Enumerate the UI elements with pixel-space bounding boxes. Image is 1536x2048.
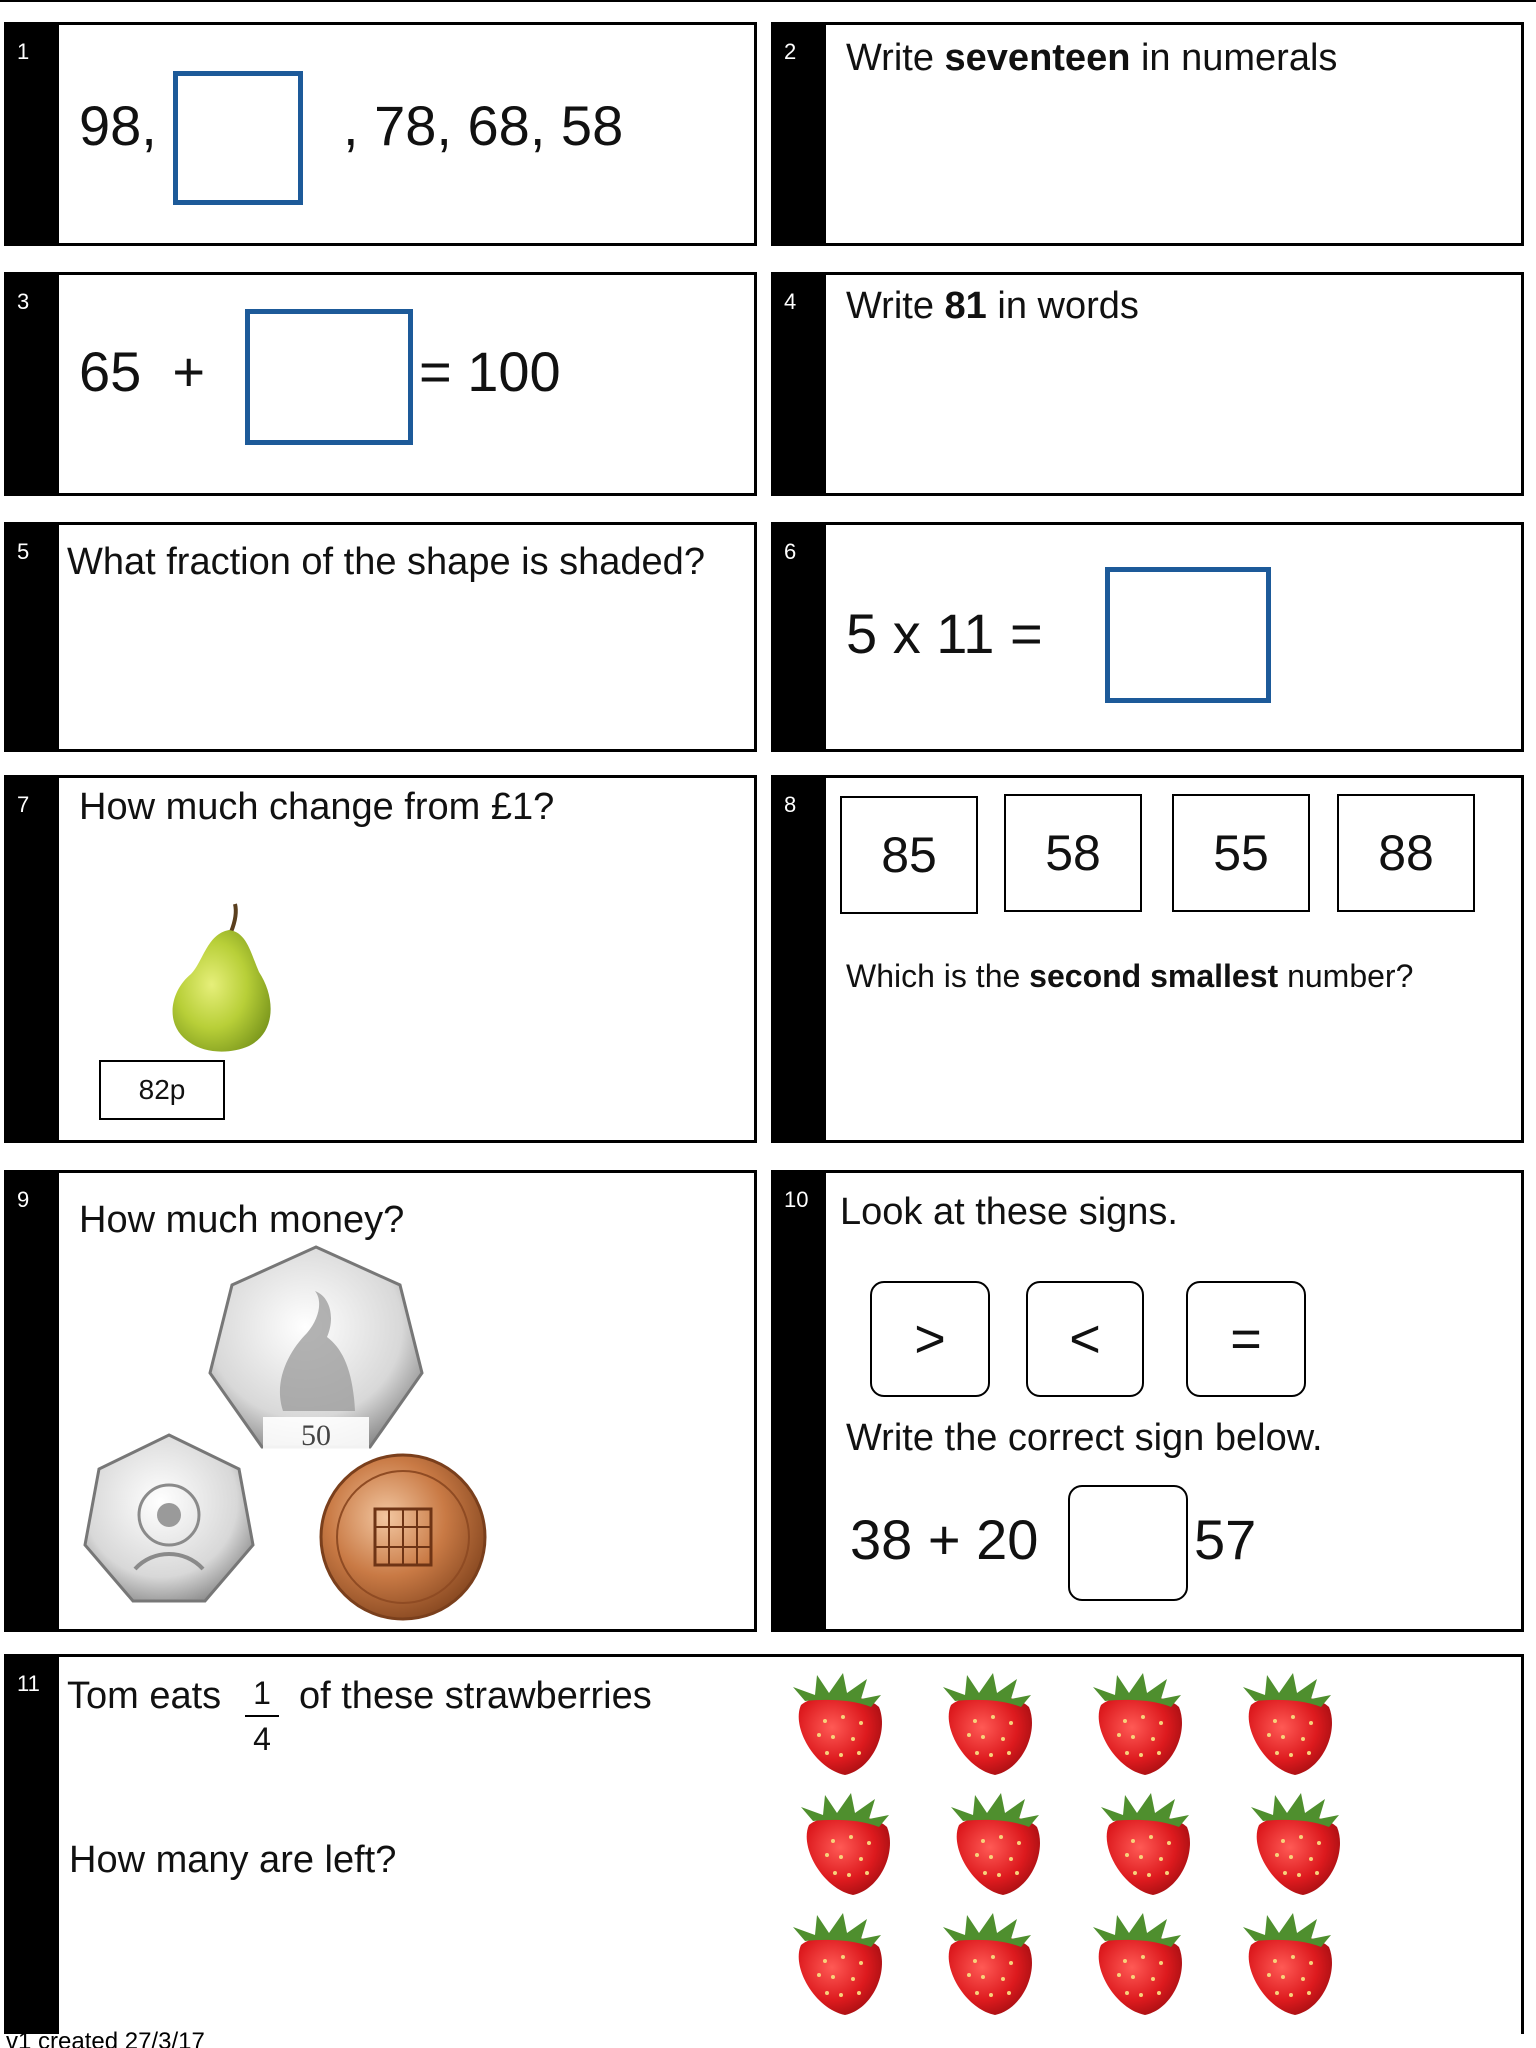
- text-part: Write: [846, 285, 945, 327]
- strawberry-image: [789, 1785, 901, 1901]
- greater-than-sign-card: [870, 1281, 990, 1397]
- question-3-panel: [4, 272, 757, 496]
- text-part: Write: [846, 37, 945, 79]
- equals-sign-card: [1186, 1281, 1306, 1397]
- question-text: Tom eats: [67, 1675, 222, 1717]
- sign-answer-box[interactable]: [1068, 1485, 1188, 1601]
- intro-text: Look at these signs.: [840, 1191, 1178, 1233]
- bold-word: seventeen: [944, 37, 1131, 79]
- coin-value-label: 50: [301, 1419, 331, 1452]
- text-part: number?: [1278, 958, 1414, 994]
- pear-image: [155, 896, 295, 1056]
- fraction-one-quarter: [245, 1677, 279, 1755]
- one-penny-coin: [317, 1451, 489, 1623]
- twenty-pence-coin: [79, 1429, 259, 1609]
- equation-right: = 100: [419, 340, 561, 403]
- strawberry-image: [931, 1905, 1043, 2021]
- question-strip: [7, 1173, 59, 1629]
- question-text: [846, 958, 1413, 995]
- question-9-panel: [4, 1170, 757, 1632]
- fraction-numerator: 1: [253, 1675, 271, 1711]
- answer-box[interactable]: [173, 71, 303, 205]
- question-number: 11: [17, 1671, 40, 1696]
- number-card-value: 85: [881, 827, 937, 883]
- question-11-panel: [4, 1654, 1524, 2034]
- question-2-panel: [771, 22, 1524, 246]
- number-card: [1172, 794, 1310, 912]
- strawberry-image: [931, 1665, 1043, 1781]
- question-number: 5: [17, 539, 30, 564]
- question-7-panel: [4, 775, 757, 1143]
- text-part: in numerals: [1130, 37, 1338, 79]
- number-card-value: 58: [1045, 825, 1101, 881]
- strawberry-image: [781, 1905, 893, 2021]
- question-strip: [7, 1657, 59, 2034]
- question-number: 6: [784, 539, 797, 564]
- question-number: 3: [17, 289, 30, 314]
- strawberry-image: [1239, 1785, 1351, 1901]
- footer-note: v1 created 27/3/17: [6, 2028, 205, 2048]
- number-card-value: 55: [1213, 825, 1269, 881]
- answer-box[interactable]: [245, 309, 413, 445]
- strawberry-grid: [781, 1665, 1381, 2034]
- question-number: 7: [17, 792, 30, 817]
- sequence-end: , 78, 68, 58: [343, 94, 624, 157]
- question-strip: [7, 525, 59, 749]
- fraction-bar: [245, 1715, 279, 1717]
- text-part: Which is the: [846, 958, 1030, 994]
- top-rule: [0, 0, 1536, 2]
- strawberry-image: [781, 1665, 893, 1781]
- question-number: 1: [17, 39, 30, 64]
- question-text: [846, 37, 1337, 80]
- question-number: 4: [784, 289, 797, 314]
- question-strip: [7, 275, 59, 493]
- number-card: [1004, 794, 1142, 912]
- strawberry-image: [1231, 1905, 1343, 2021]
- strawberry-image: [1081, 1665, 1193, 1781]
- comparison-left: 38 + 20: [850, 1508, 1039, 1571]
- question-strip: [7, 25, 59, 243]
- question-text: What fraction of the shape is shaded?: [67, 541, 705, 583]
- text-part: in words: [986, 285, 1139, 327]
- price-tag: [99, 1060, 225, 1120]
- strawberry-image: [1081, 1905, 1193, 2021]
- question-number: 8: [784, 792, 797, 817]
- question-text: How much money?: [79, 1199, 405, 1241]
- question-strip: [774, 778, 826, 1140]
- question-strip: [7, 778, 59, 1140]
- question-strip: [774, 25, 826, 243]
- question-number: 2: [784, 39, 797, 64]
- question-text: [846, 285, 1139, 328]
- question-strip: [774, 1173, 826, 1629]
- instruction-text: Write the correct sign below.: [846, 1417, 1323, 1459]
- follow-up-question: How many are left?: [69, 1839, 397, 1881]
- question-text-cont: of these strawberries: [299, 1675, 652, 1717]
- fraction-denominator: 4: [253, 1721, 271, 1757]
- answer-box[interactable]: [1105, 567, 1271, 703]
- strawberry-image: [939, 1785, 1051, 1901]
- sign-symbol: <: [1069, 1309, 1101, 1369]
- sign-symbol: =: [1230, 1309, 1262, 1369]
- strawberry-image: [1231, 1665, 1343, 1781]
- strawberry-image: [1089, 1785, 1201, 1901]
- bold-word: 81: [944, 285, 987, 327]
- sign-symbol: >: [914, 1309, 946, 1369]
- question-text: How much change from £1?: [79, 786, 555, 828]
- bold-phrase: second smallest: [1029, 958, 1279, 994]
- question-strip: [774, 525, 826, 749]
- equation-text: 5 x 11 =: [846, 602, 1043, 665]
- sequence-start: 98,: [79, 94, 157, 157]
- question-strip: [774, 275, 826, 493]
- less-than-sign-card: [1026, 1281, 1144, 1397]
- question-1-panel: [4, 22, 757, 246]
- question-8-panel: [771, 775, 1524, 1143]
- question-5-panel: [4, 522, 757, 752]
- price-label: 82p: [138, 1074, 186, 1105]
- equation-left: 65 +: [79, 340, 206, 403]
- comparison-right: 57: [1194, 1508, 1257, 1571]
- number-card: [840, 796, 978, 914]
- number-card: [1337, 794, 1475, 912]
- question-number: 10: [784, 1187, 809, 1212]
- question-number: 9: [17, 1187, 30, 1212]
- question-4-panel: [771, 272, 1524, 496]
- question-10-panel: [771, 1170, 1524, 1632]
- question-6-panel: [771, 522, 1524, 752]
- number-card-value: 88: [1378, 825, 1434, 881]
